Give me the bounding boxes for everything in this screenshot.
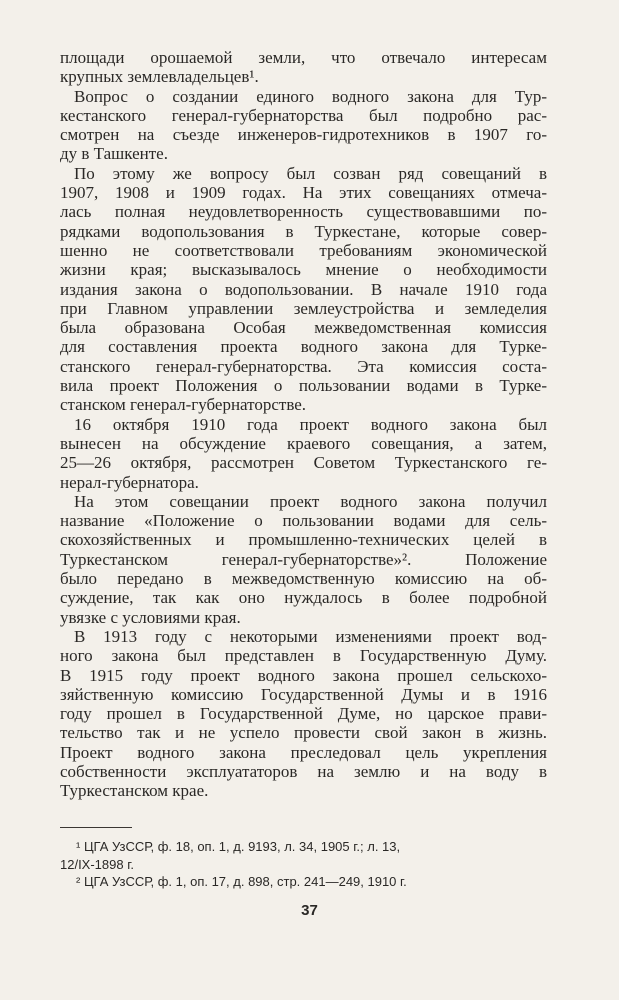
- text-line: Проект водного закона преследовал цель укрепления: [60, 742, 547, 762]
- text-line: лась полная неудовлетворенность существовавшими по-: [60, 202, 547, 222]
- paragraph-2-cont: [60, 106, 547, 164]
- footnote-1-cont: 12/IX-1898 г.: [60, 856, 134, 872]
- text-line: жизни края; высказывалось мнение о необходимости: [60, 260, 547, 280]
- text-line: станском генерал-губернаторстве.: [60, 395, 307, 415]
- paragraph-2: [60, 87, 547, 106]
- text-line: В 1913 году с некоторыми изменениями проект вод-: [74, 626, 547, 646]
- paragraph-5-cont: [60, 511, 547, 627]
- text-line: скохозяйственных и промышленно-технических целей в: [60, 530, 547, 550]
- text-line: была образована Особая межведомственная комиссия: [60, 318, 547, 338]
- paragraph-1: [60, 48, 547, 87]
- text-line: На этом совещании проект водного закона получил: [74, 491, 547, 511]
- paragraph-3: [60, 164, 547, 183]
- text-line: ду в Ташкенте.: [60, 144, 168, 164]
- text-line: Туркестанском генерал-губернаторстве»². Положение: [60, 549, 547, 569]
- text-line: Туркестанском крае.: [60, 781, 209, 801]
- footnote-1: ¹ ЦГА УзССР, ф. 18, оп. 1, д. 9193, л. 34, 1905 г.; л. 13,: [76, 839, 401, 854]
- text-line: суждение, так как оно нуждалось в более подробной: [60, 588, 547, 608]
- paragraph-5: [60, 492, 547, 511]
- text-line: станского генерал-губернаторства. Эта комиссия соста-: [60, 356, 547, 376]
- text-line: собственности эксплуататоров на землю и на воду в: [60, 761, 547, 781]
- text-line: нерал-губернатора.: [60, 472, 199, 492]
- text-line: Вопрос о создании единого водного закона для Тур-: [74, 86, 547, 106]
- text-line: 16 октября 1910 года проект водного закона был: [74, 414, 547, 434]
- footnote-divider: [60, 827, 132, 828]
- text-line: ного закона был представлен в Государственную Думу.: [60, 646, 547, 666]
- text-line: В 1915 году проект водного закона прошел сельскохо-: [60, 665, 547, 685]
- paragraph-6: [60, 627, 547, 646]
- text-line: 25—26 октября, рассмотрен Советом Туркестанского ге-: [60, 453, 547, 473]
- text-line: тельство так и не успело провести свой закон в жизнь.: [60, 723, 547, 743]
- text-line: шенно не соответствовали требованиям экономической: [60, 240, 547, 260]
- text-line: вила проект Положения о пользовании водами в Турке-: [60, 376, 547, 396]
- text-line: рядками водопользования в Туркестане, которые совер-: [60, 221, 547, 241]
- text-line: было передано в межведомственную комиссию на об-: [60, 569, 547, 589]
- text-line: название «Положение о пользовании водами для сель-: [60, 511, 547, 531]
- text-line: вынесен на обсуждение краевого совещания, а затем,: [60, 433, 547, 453]
- text-line: По этому же вопросу был созван ряд совещаний в: [74, 163, 547, 183]
- footnotes: [60, 838, 547, 891]
- text-line: издания закона о водопользовании. В начале 1910 года: [60, 279, 547, 299]
- text-line: 1907, 1908 и 1909 годах. На этих совещаниях отмеча-: [60, 183, 547, 203]
- text-line: для составления проекта водного закона для Турке-: [60, 337, 547, 357]
- text-line: кестанского генерал-губернаторства был подробно рас-: [60, 105, 547, 125]
- text-line: зяйственную комиссию Государственной Думы и в 1916: [60, 684, 547, 704]
- paragraph-3-cont: [60, 183, 547, 415]
- text-line: смотрен на съезде инженеров-гидротехников в 1907 го-: [60, 125, 547, 145]
- paragraph-4-cont: [60, 434, 547, 492]
- text-line: при Главном управлении землеустройства и земледелия: [60, 298, 547, 318]
- text-line: крупных землевладельцев¹.: [60, 67, 259, 87]
- paragraph-6-cont: [60, 646, 547, 800]
- paragraph-4: [60, 415, 547, 434]
- text-line: увязке с условиями края.: [60, 607, 241, 627]
- text-line: площади орошаемой земли, что отвечало интересам: [60, 48, 547, 67]
- page-number: 37: [301, 902, 318, 919]
- text-line: году прошел в Государственной Думе, но царское прави-: [60, 704, 547, 724]
- document-body: [60, 48, 547, 801]
- footnote-2: ² ЦГА УзССР, ф. 1, оп. 17, д. 898, стр. 241—249, 1910 г.: [76, 874, 407, 889]
